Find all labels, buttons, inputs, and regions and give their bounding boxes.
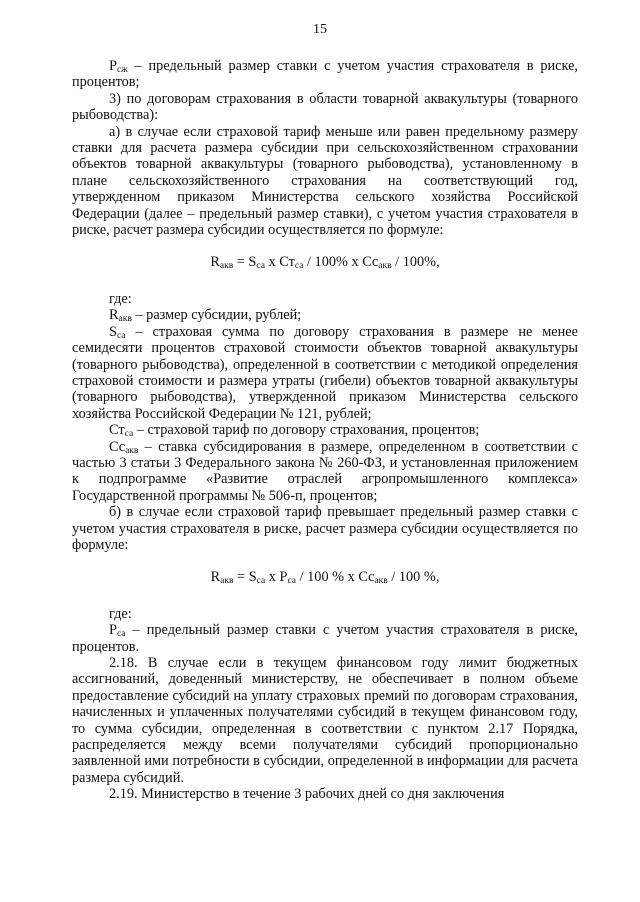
paragraph-a: а) в случае если страховой тариф меньше или равен предельному размеру ставки для расчета размера субсидии при сельскохозяйственном страховании объектов товарной аквакультуры (товарного рыбоводства), установленному в плане сельскохозяйственного страхования на соответствующий год, утвержденном приказом Министерства сельского хозяйства Российской Федерации (далее – предельный размер ставки), с учетом участия страхователя в риске, расчет размера субсидии осуществляется по формуле: bbox=[72, 123, 578, 239]
definition-p-sa: $Р_{са}$ – предельный размер ставки с учетом участия страхователя в риске, процентов. bbox=[72, 622, 578, 655]
paragraph-b: б) в случае если страховой тариф превышает предельный размер ставки с учетом участия страхователя в риске, расчет размера субсидии осуществляется по формуле: bbox=[72, 504, 578, 553]
paragraph-2-18: 2.18. В случае если в текущем финансовом году лимит бюджетных ассигнований, доведенный министерству, не обеспечивает в полном объеме предоставление субсидий на уплату страховых премий по договорам страхования, начисленных и уплаченных получателями субсидий в текущем финансовом году, то сумма субсидии, определенная в соответствии с пунктом 2.17 Порядка, распределяется между всеми получателями субсидий пропорционально заявленной ими потребности в субсидии, определенной в информации для расчета размера субсидий. bbox=[72, 655, 578, 786]
definition-p-szh bbox=[72, 58, 578, 91]
page-number: 15 bbox=[313, 22, 327, 37]
symbol-subscript: сж bbox=[116, 65, 128, 75]
definition-r-akv: $R_{акв}$ – размер субсидии, рублей; bbox=[109, 307, 302, 325]
where-label-2: где: bbox=[109, 605, 132, 622]
definition-sc-akv: $Сс_{акв}$ – ставка субсидирования в размере, определенном в соответствии с частью 3 статьи 3 Федерального закона № 260-ФЗ, и установленная приложением к подпрограмме «Развитие отраслей агропромышленного комплекса» Государственной программы № 506-п, процентов; bbox=[72, 438, 578, 504]
where-label-1: где: bbox=[109, 290, 132, 307]
definition-s-sa: $S_{са}$ – страховая сумма по договору страхования в размере не менее семидесяти процентов страховой стоимости объектов товарной аквакультуры (товарного рыбоводства), определенной в соответствии с методикой определения страховой стоимости и размера утраты (гибели) объектов товарной аквакультуры (товарного рыбоводства), утвержденной приказом Министерства сельского хозяйства Российской Федерации № 121, рублей; bbox=[72, 323, 578, 422]
symbol: Р bbox=[109, 58, 117, 74]
document-body bbox=[72, 58, 578, 803]
formula-2: $R_{акв} = S_{са}$ x $Р_{са} / 100$ % x $Сс_{акв} / 100$ %, bbox=[210, 569, 440, 587]
definition-text: – предельный размер ставки с учетом участия страхователя в риске, процентов; bbox=[72, 58, 578, 91]
paragraph-3: 3) по договорам страхования в области товарной аквакультуры (товарного рыбоводства): bbox=[72, 90, 578, 124]
paragraph-2-19: 2.19. Министерство в течение 3 рабочих дней со дня заключения bbox=[109, 786, 505, 803]
definition-st-sa: $Ст_{са}$ – страховой тариф по договору страхования, процентов; bbox=[109, 422, 480, 440]
formula-1: $R_{акв} = S_{са}$ x $Ст_{са} / 100\%$ x $Сс_{акв} / 100\%$, bbox=[210, 254, 440, 272]
